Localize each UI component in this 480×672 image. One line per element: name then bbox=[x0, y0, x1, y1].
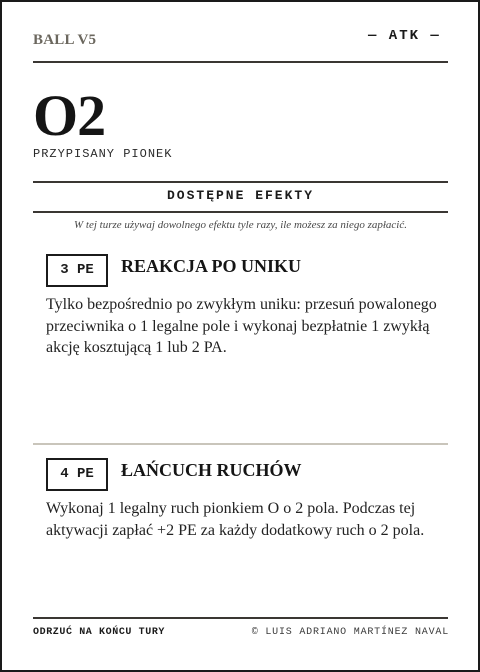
header-divider bbox=[33, 61, 448, 63]
card-type-label: — ATK — bbox=[368, 28, 441, 44]
effect-description: Wykonaj 1 legalny ruch pionkiem O o 2 pola. Podczas tej aktywacji zapłać +2 PE za każdy dodatkowy ruch o 2 pola. bbox=[46, 500, 425, 539]
discard-instruction: ODRZUĆ NA KOŃCU TURY bbox=[33, 627, 166, 638]
effect-cost-badge: 3 PE bbox=[46, 254, 108, 287]
section-rule-top bbox=[33, 181, 448, 183]
effect-title: REAKCJA PO UNIKU bbox=[121, 256, 302, 276]
footer-divider bbox=[33, 617, 448, 619]
effects-usage-note: W tej turze używaj dowolnego efektu tyle razy, ile możesz za niego zapłacić. bbox=[73, 219, 407, 231]
section-rule-bottom bbox=[33, 211, 448, 213]
effect-divider bbox=[33, 443, 448, 445]
game-version-label: BALL V5 bbox=[33, 32, 97, 48]
piece-subtitle: PRZYPISANY PIONEK bbox=[33, 147, 173, 161]
effects-section-title: DOSTĘPNE EFEKTY bbox=[166, 188, 315, 203]
effect-title: ŁAŃCUCH RUCHÓW bbox=[121, 460, 302, 480]
copyright-notice: © LUIS ADRIANO MARTÍNEZ NAVAL bbox=[251, 627, 449, 638]
effect-cost-badge: 4 PE bbox=[46, 458, 108, 491]
effect-description: Tylko bezpośrednio po zwykłym uniku: przesuń powalonego przeciwnika o 1 legalne pole i wykonaj bezpłatnie 1 zwykłą akcję kosztującą 1 lub 2 PA. bbox=[46, 296, 437, 356]
piece-code: O2 bbox=[33, 83, 106, 148]
